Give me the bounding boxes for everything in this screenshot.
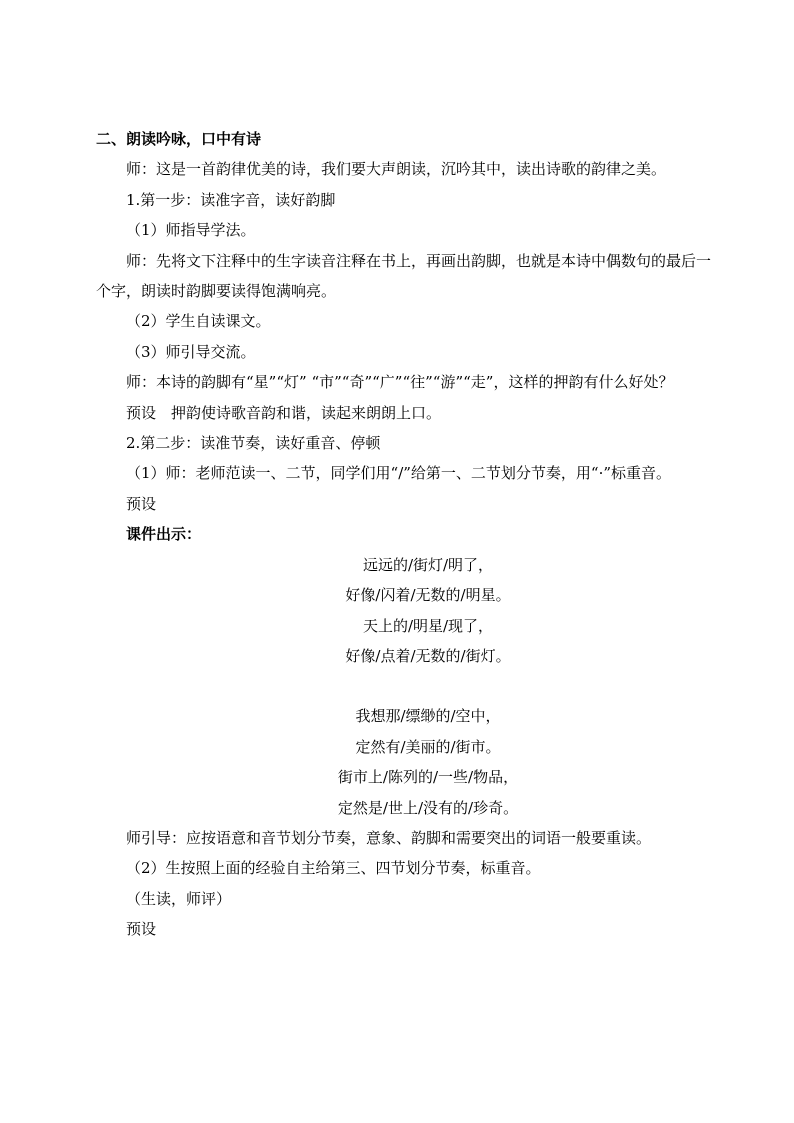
step-2-item-2: （2）生按照上面的经验自主给第三、四节划分节奏，标重音。 [126, 859, 541, 878]
step-2-item-2-note: （生读，师评） [126, 889, 232, 908]
step-1-item-1: （1）师指导学法。 [126, 221, 256, 240]
poem-stanza-2 [96, 701, 722, 823]
poem-line: 远远的/街灯/明了， [362, 555, 494, 574]
step-1-item-1-text: 师：先将文下注释中的生字读音注释在书上，再画出韵脚，也就是本诗中偶数句的最后一个字，朗读时韵脚要读得饱满响亮。 [96, 251, 712, 301]
poem-line: 好像/点着/无数的/街灯。 [345, 646, 511, 665]
poem-line: 我想那/缥缈的/空中， [355, 707, 501, 726]
poem-stanza-1 [96, 550, 722, 672]
teacher-guide: 师引导：应按语意和音节划分节奏，意象、韵脚和需要突出的词语一般要重读。 [126, 828, 652, 847]
step-2-heading: 2.第二步：读准节奏，读好重音、停顿 [126, 434, 381, 453]
poem-line: 好像/闪着/无数的/明星。 [345, 586, 511, 605]
step-1-item-2: （2）学生自读课文。 [126, 312, 271, 331]
poem-line: 定然是/世上/没有的/珍奇。 [337, 798, 519, 817]
teacher-intro: 师：这是一首韵律优美的诗，我们要大声朗读，沉吟其中，读出诗歌的韵律之美。 [126, 160, 667, 179]
step-1-item-3-text: 师：本诗的韵脚有“星”“灯” “市”“奇”“广”“往”“游”“走”，这样的押韵有什么好处？ [126, 373, 674, 392]
document-body [96, 124, 722, 945]
poem-line: 天上的/明星/现了， [362, 616, 494, 635]
section-title: 二、朗读吟咏，口中有诗 [96, 130, 262, 148]
step-2-item-1: （1）师：老师范读一、二节，同学们用“/”给第一、二节划分节奏，用“·”标重音。 [126, 464, 672, 483]
stanza-gap [96, 671, 722, 701]
step-1-item-3: （3）师引导交流。 [126, 342, 256, 361]
preset-answer-1: 预设 押韵使诗歌音韵和谐，读起来朗朗上口。 [126, 403, 442, 422]
poem-line: 定然有/美丽的/街市。 [355, 737, 501, 756]
courseware-heading: 课件出示： [126, 525, 202, 544]
preset-label-2: 预设 [126, 494, 157, 513]
poem-line: 街市上/陈列的/一些/物品， [337, 768, 519, 787]
preset-label-3: 预设 [126, 920, 157, 939]
step-1-heading: 1.第一步：读准字音，读好韵脚 [126, 190, 336, 209]
